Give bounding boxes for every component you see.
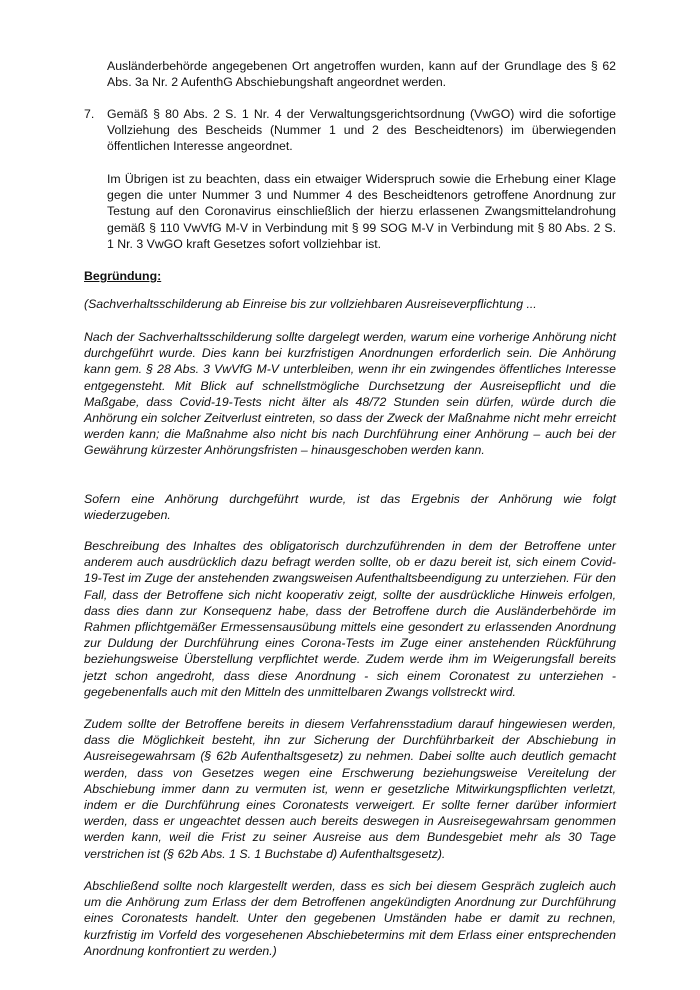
item-7-number: 7. (84, 107, 95, 121)
begruendung-paragraph-5: Zudem sollte der Betroffene bereits in diesem Verfahrensstadium darauf hingewiesen werden, dass die Möglichkeit besteht, ihn zur Sicherung der Durchführbarkeit der Abschiebung in Ausreisegewahrsam (§ 62b Aufenthaltsgesetz) zu nehmen. Dabei sollte auch deutlich gemacht werden, dass von Gesetzes wegen eine Erschwerung beziehungsweise Vereitelung der Abschiebung immer dann zu vermuten ist, wenn er gesetzliche Mitwirkungspflichten verletzt, indem er die Durchführung eines Coronatests verweigert. Er sollte ferner darüber informiert werden, dass er ungeachtet dessen auch bereits deswegen in Ausreisegewahrsam genommen werden kann, weil die Frist zu seiner Ausreise aus dem Bundesgebiet mehr als 30 Tage verstrichen ist (§ 62b Abs. 1 S. 1 Buchstabe d) Aufenthaltsgesetz). (84, 717, 616, 861)
begruendung-paragraph-1: (Sachverhaltsschilderung ab Einreise bis zur vollziehbaren Ausreiseverpflichtung ... (84, 297, 537, 311)
begruendung-paragraph-2: Nach der Sachverhaltsschilderung sollte dargelegt werden, warum eine vorherige Anhörung nicht durchgeführt wurde. Dies kann bei kurzfristigen Anordnungen erforderlich sein. Die Anhörung kann gem. § 28 Abs. 3 VwVfG M-V unterbleiben, wenn ihr ein zwingendes öffentliches Interesse entgegensteht. Mit Blick auf schnellstmögliche Durchsetzung der Ausreisepflicht und die Maßgabe, dass Covid-19-Tests nicht älter als 48/72 Stunden sein dürfen, würde durch die Anhörung ein solcher Zeitverlust eintreten, so dass der Zweck der Maßnahme nicht mehr erreicht werden kann; die Maßnahme also nicht bis nach Durchführung einer Anhörung – auch bei der Gewährung kürzester Anhörungsfristen – hinausgeschoben werden kann. (84, 330, 616, 458)
begruendung-heading: Begründung: (84, 269, 162, 283)
item-7-note: Im Übrigen ist zu beachten, dass ein etwaiger Widerspruch sowie die Erhebung einer Klage gegen die unter Nummer 3 und Nummer 4 des Bescheidtenors getroffene Anordnung zur Testung auf den Coronavirus einschließlich der hierzu erlassenen Zwangsmittelandrohung gemäß § 110 VwVfG M-V in Verbindung mit § 99 SOG M-V in Verbindung mit § 80 Abs. 2 S. 1 Nr. 3 VwGO kraft Gesetzes sofort vollziehbar ist. (107, 172, 616, 251)
begruendung-paragraph-6: Abschließend sollte noch klargestellt werden, dass es sich bei diesem Gespräch zugleich auch um die Anhörung zum Erlass der dem Betroffenen angekündigten Anordnung zur Durchführung eines Coronatests handelt. Unter den gegebenen Umständen habe er damit zu rechnen, kurzfristig im Vorfeld des vorgesehenen Abschiebetermins mit dem Erlass einer entsprechenden Anordnung konfrontiert zu werden.) (84, 879, 616, 958)
begruendung-paragraph-3: Sofern eine Anhörung durchgeführt wurde, ist das Ergebnis der Anhörung wie folgt wiederzugeben. (84, 492, 616, 523)
item-7-text: Gemäß § 80 Abs. 2 S. 1 Nr. 4 der Verwaltungsgerichtsordnung (VwGO) wird die sofortige Vollziehung des Bescheids (Nummer 1 und 2 des Bescheidtenors) im überwiegenden öffentlichen Interesse angeordnet. (107, 107, 616, 154)
continuation-paragraph: Ausländerbehörde angegebenen Ort angetroffen wurden, kann auf der Grundlage des § 62 Abs. 3a Nr. 2 AufenthG Abschiebungshaft angeordnet werden. (107, 59, 616, 90)
begruendung-paragraph-4: Beschreibung des Inhaltes des obligatorisch durchzuführenden in dem der Betroffene unter anderem auch ausdrücklich dazu befragt werden sollte, ob er dazu bereit ist, sich einem Covid-19-Test im Zuge der anstehenden zwangsweisen Aufenthaltsbeendigung zu unterziehen. Für den Fall, dass der Betroffene sich nicht kooperativ zeigt, sollte der ausdrückliche Hinweis erfolgen, dass dies dann zur Konsequenz habe, dass der Betroffene durch die Ausländerbehörde im Rahmen pflichtgemäßer Ermessensausübung mittels eine gesondert zu erlassenden Anordnung zur Duldung der Durchführung eines Corona-Tests im Zuge einer anstehenden Rückführung beziehungsweise Überstellung verpflichtet werde. Zudem werde ihm im Weigerungsfall bereits jetzt schon angedroht, dass diese Anordnung - sich einem Coronatest zu unterziehen - gegebenenfalls auch mit den Mitteln des unmittelbaren Zwangs vollstreckt wird. (84, 539, 616, 699)
